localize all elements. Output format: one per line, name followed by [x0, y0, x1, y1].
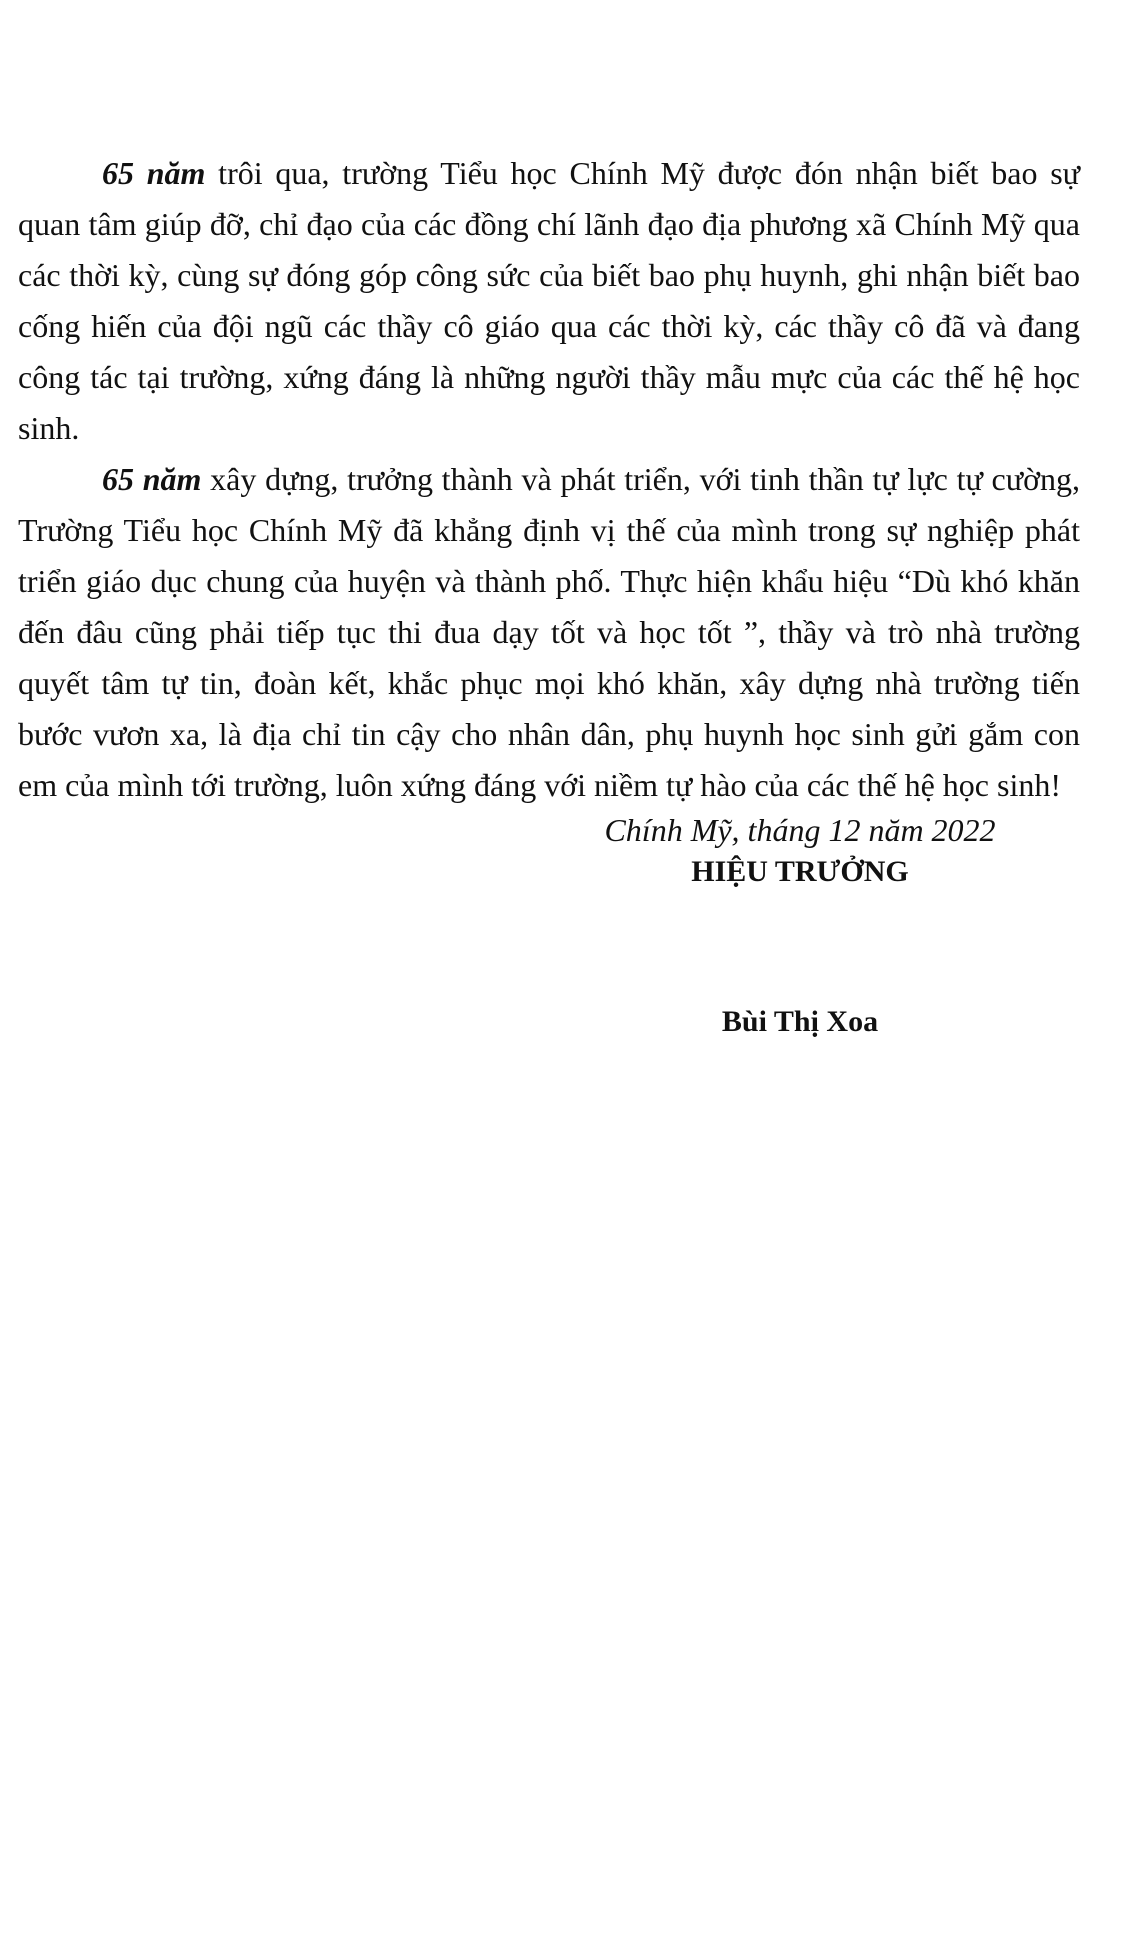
- paragraph-2-lead: 65 năm: [102, 461, 202, 497]
- document-body: [18, 148, 1080, 811]
- paragraph-2-text: xây dựng, trưởng thành và phát triển, với tinh thần tự lực tự cường, Trường Tiểu học Chính Mỹ đã khẳng định vị thế của mình trong sự nghiệp phát triển giáo dục chung của huyện và thành phố. Thực hiện khẩu hiệu “Dù khó khăn đến đâu cũng phải tiếp tục thi đua dạy tốt và học tốt ”, thầy và trò nhà trường quyết tâm tự tin, đoàn kết, khắc phục mọi khó khăn, xây dựng nhà trường tiến bước vươn xa, là địa chỉ tin cậy cho nhân dân, phụ huynh học sinh gửi gắm con em của mình tới trường, luôn xứng đáng với niềm tự hào của các thế hệ học sinh!: [18, 461, 1081, 803]
- signature-place-date: Chính Mỹ, tháng 12 năm 2022: [604, 812, 996, 848]
- paragraph-1-lead: 65 năm: [102, 155, 206, 191]
- signature-title: HIỆU TRƯỞNG: [691, 855, 909, 888]
- signature-name: Bùi Thị Xoa: [721, 1005, 879, 1038]
- paragraph-1: [18, 148, 1080, 454]
- paragraph-1-text: trôi qua, trường Tiểu học Chính Mỹ được đón nhận biết bao sự quan tâm giúp đỡ, chỉ đạo của các đồng chí lãnh đạo địa phương xã Chính Mỹ qua các thời kỳ, cùng sự đóng góp công sức của biết bao phụ huynh, ghi nhận biết bao cống hiến của đội ngũ các thầy cô giáo qua các thời kỳ, các thầy cô đã và đang công tác tại trường, xứng đáng là những người thầy mẫu mực của các thế hệ học sinh.: [18, 155, 1081, 446]
- paragraph-2: [18, 454, 1080, 811]
